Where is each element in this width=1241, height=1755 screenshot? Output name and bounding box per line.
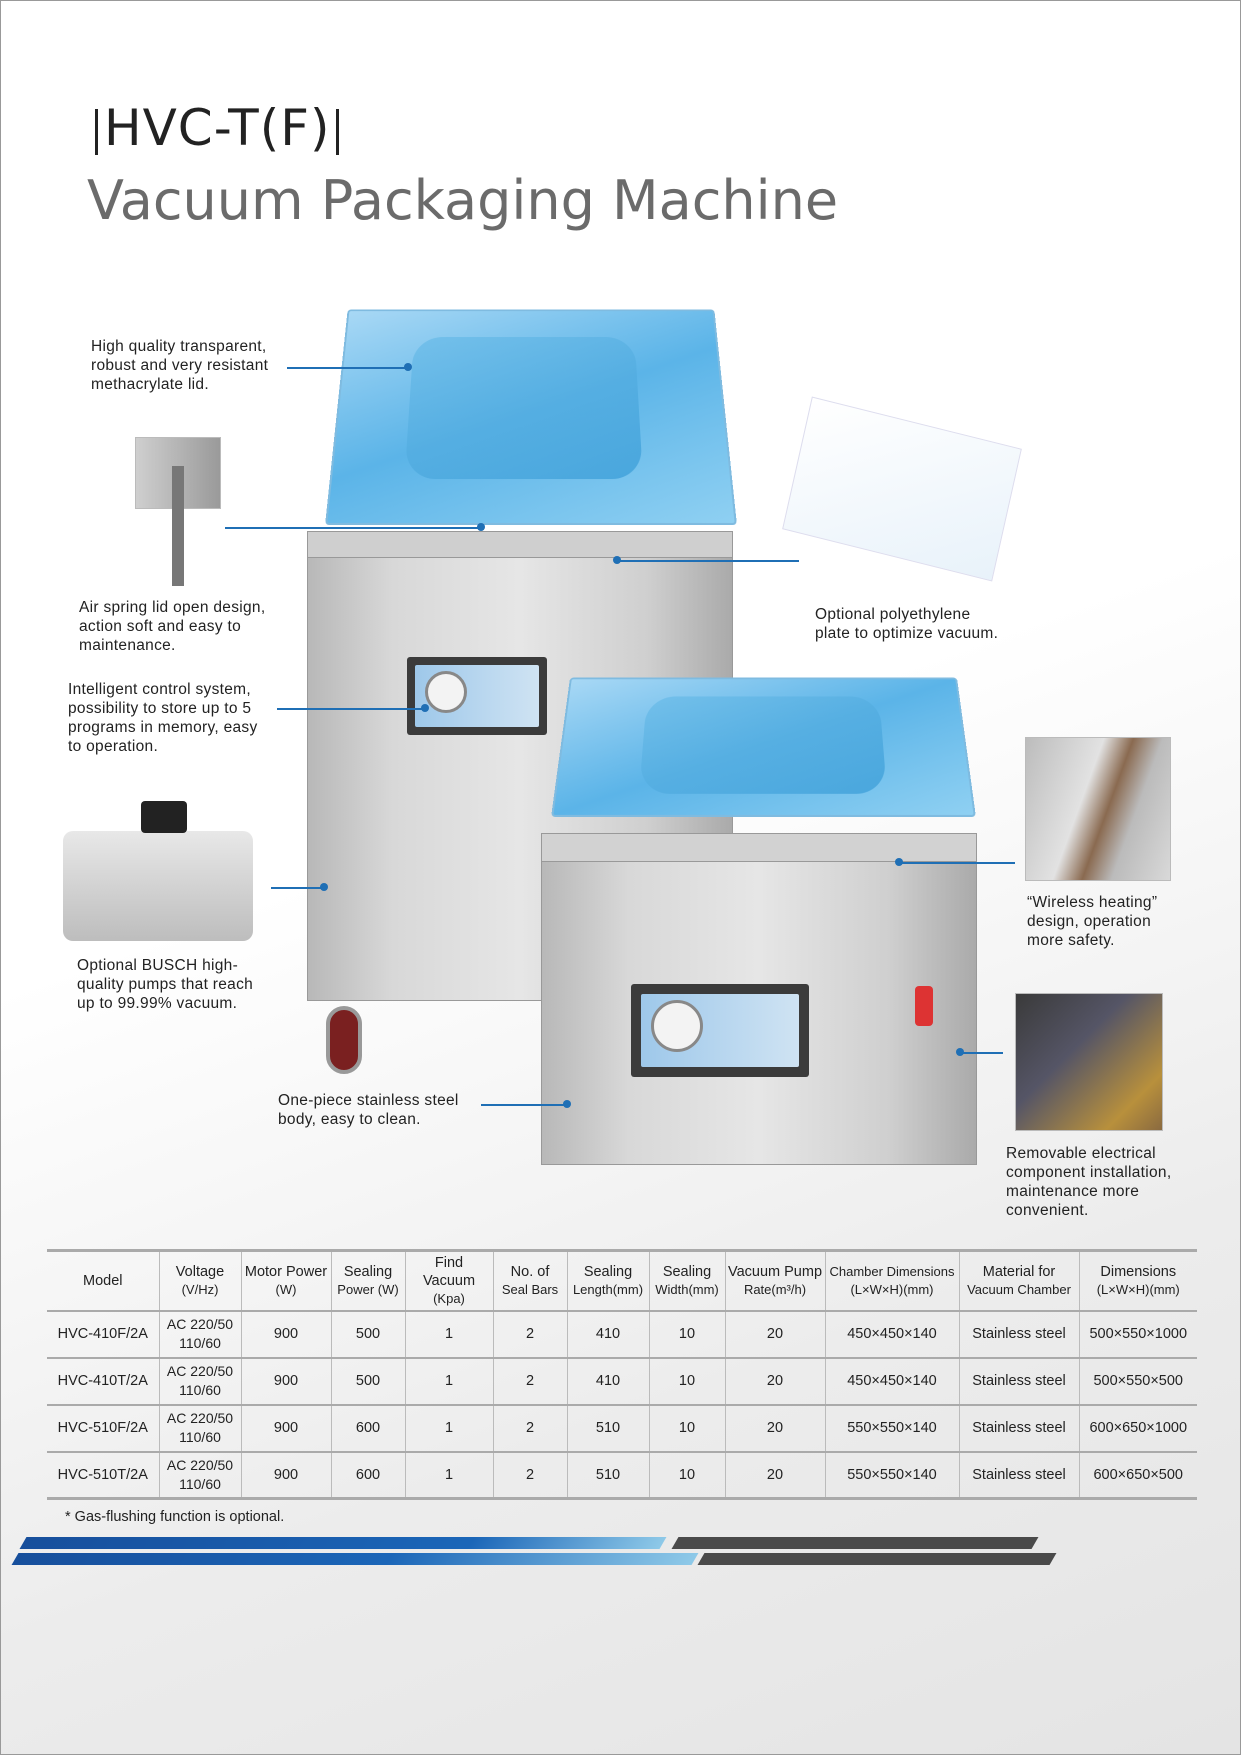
product-title: Vacuum Packaging Machine — [87, 169, 839, 232]
cell-dimensions: 600×650×500 — [1079, 1452, 1197, 1499]
vacuum-gauge — [425, 671, 467, 713]
leader-line-plate — [615, 560, 799, 562]
column-header — [725, 1251, 825, 1311]
column-header — [405, 1251, 493, 1311]
cell-sealing-power: 600 — [331, 1452, 405, 1499]
cell-pump-rate: 20 — [725, 1452, 825, 1499]
cell-sealing-power: 600 — [331, 1405, 405, 1452]
cell-motor-power: 900 — [241, 1405, 331, 1452]
callout-line: maintenance. — [79, 637, 176, 654]
footnote: * Gas-flushing function is optional. — [65, 1509, 285, 1525]
header-line2: Length(mm) — [572, 1281, 644, 1297]
cell-vacuum: 1 — [405, 1358, 493, 1405]
column-header — [493, 1251, 567, 1311]
cell-model: HVC-510T/2A — [57, 1466, 148, 1483]
polyethylene-plate-image — [767, 399, 1037, 579]
callout-line: One-piece stainless steel — [278, 1092, 459, 1109]
table-header-row — [47, 1251, 1197, 1311]
caster-wheel — [326, 1006, 362, 1074]
decorative-stripe-gray-bottom — [698, 1553, 1057, 1565]
voltage-line2: 110/60 — [179, 1335, 221, 1351]
column-header — [649, 1251, 725, 1311]
emergency-stop-button — [915, 986, 933, 1026]
cell-sealing-power: 500 — [331, 1311, 405, 1358]
cell-model: HVC-410F/2A — [57, 1326, 148, 1342]
callout-line: body, easy to clean. — [278, 1111, 421, 1128]
lid-window — [639, 696, 887, 793]
leader-dot-control — [421, 704, 429, 712]
table-row — [47, 1452, 1197, 1499]
callout-line: to operation. — [68, 738, 159, 755]
header-line1: Model — [83, 1272, 123, 1289]
header-line1: Sealing — [583, 1263, 633, 1280]
pump-terminal-box — [141, 801, 187, 833]
title-bar-right — [336, 109, 339, 155]
leader-dot-electrical — [956, 1048, 964, 1056]
cell-voltage — [159, 1452, 241, 1499]
callout-wireless-heating — [1027, 893, 1157, 950]
leader-dot-body — [563, 1100, 571, 1108]
callout-line: “Wireless heating” — [1027, 894, 1158, 911]
callout-pump — [77, 956, 253, 1013]
cell-seal-bars: 2 — [493, 1311, 567, 1358]
cell-dimensions: 500×550×500 — [1079, 1358, 1197, 1405]
leader-line-pump — [271, 887, 323, 889]
leader-line-wireless — [899, 862, 1015, 864]
header-line1: Voltage — [175, 1263, 225, 1280]
column-header — [825, 1251, 959, 1311]
callout-line: possibility to store up to 5 — [68, 700, 252, 717]
cell-material: Stainless steel — [959, 1311, 1079, 1358]
lid-window — [405, 337, 643, 479]
model-title — [89, 99, 345, 157]
busch-pump-image — [63, 801, 263, 949]
leader-line-control — [277, 708, 423, 710]
header-line2: (L×W×H)(mm) — [1096, 1281, 1180, 1297]
wireless-heating-thumbnail — [1025, 737, 1171, 881]
cell-voltage — [159, 1405, 241, 1452]
callout-line: Removable electrical — [1006, 1145, 1156, 1162]
header-line1: Motor Power — [244, 1263, 328, 1280]
header-line1: Sealing — [343, 1263, 393, 1280]
cell-sealing-width: 10 — [649, 1452, 725, 1499]
vacuum-gauge — [651, 1000, 703, 1052]
header-line1: Sealing — [662, 1263, 712, 1280]
header-line1: Chamber Dimensions — [829, 1263, 955, 1279]
floor-machine-chamber-rim — [307, 531, 733, 559]
cell-vacuum: 1 — [405, 1452, 493, 1499]
leader-line-electrical — [961, 1052, 1003, 1054]
title-bar-left — [95, 109, 98, 155]
callout-line: convenient. — [1006, 1202, 1089, 1219]
callout-control-system — [68, 680, 258, 756]
decorative-stripe-blue-bottom — [12, 1553, 699, 1565]
air-spring-thumbnail — [135, 437, 221, 509]
header-line1: Dimensions — [1100, 1263, 1177, 1280]
callout-line: quality pumps that reach — [77, 976, 254, 993]
pump-housing — [63, 831, 253, 941]
cell-sealing-width: 10 — [649, 1311, 725, 1358]
air-spring-rod — [172, 466, 184, 586]
table-row — [47, 1311, 1197, 1358]
cell-sealing-width: 10 — [649, 1405, 725, 1452]
header-line1: Find Vacuum — [422, 1254, 476, 1289]
callout-line: methacrylate lid. — [91, 376, 209, 393]
cell-vacuum: 1 — [405, 1311, 493, 1358]
callout-electrical — [1006, 1144, 1171, 1220]
voltage-line2: 110/60 — [179, 1475, 221, 1492]
floor-machine-lid — [325, 309, 737, 525]
header-line2: Power (W) — [337, 1281, 399, 1297]
callout-line: design, operation — [1027, 913, 1152, 930]
leader-dot-wireless — [895, 858, 903, 866]
leader-dot-air-spring — [477, 523, 485, 531]
leader-line-body — [481, 1104, 565, 1106]
cell-seal-bars: 2 — [493, 1452, 567, 1499]
callout-line: programs in memory, easy — [68, 719, 258, 736]
cell-chamber-dimensions: 550×550×140 — [825, 1452, 959, 1499]
callout-line: action soft and easy to — [79, 618, 241, 635]
header-line2: Vacuum Chamber — [967, 1281, 1071, 1297]
cell-sealing-length: 410 — [567, 1358, 649, 1405]
plate-shape — [782, 397, 1022, 582]
cell-motor-power: 900 — [241, 1311, 331, 1358]
column-header — [331, 1251, 405, 1311]
header-line1: Vacuum Pump — [727, 1263, 823, 1280]
callout-line: up to 99.99% vacuum. — [77, 995, 238, 1012]
cell-model: HVC-510F/2A — [57, 1420, 148, 1436]
column-header — [959, 1251, 1079, 1311]
header-line2: (Kpa) — [433, 1290, 465, 1306]
cell-material: Stainless steel — [959, 1358, 1079, 1405]
cell-sealing-width: 10 — [649, 1358, 725, 1405]
cell-voltage — [159, 1358, 241, 1405]
electrical-component-thumbnail — [1015, 993, 1163, 1131]
cell-motor-power: 900 — [241, 1452, 331, 1499]
cell-seal-bars: 2 — [493, 1405, 567, 1452]
voltage-line2: 110/60 — [179, 1429, 221, 1445]
callout-line: Air spring lid open design, — [79, 599, 266, 616]
cell-pump-rate: 20 — [725, 1311, 825, 1358]
cell-sealing-power: 500 — [331, 1358, 405, 1405]
decorative-stripe-gray-top — [672, 1537, 1039, 1549]
callout-line: maintenance more — [1006, 1183, 1140, 1200]
callout-plate — [815, 605, 998, 643]
tabletop-machine-lid — [551, 678, 976, 817]
callout-line: Optional polyethylene — [815, 606, 971, 623]
cell-voltage — [159, 1311, 241, 1358]
header-line2: (L×W×H)(mm) — [850, 1281, 934, 1297]
leader-line-lid — [287, 367, 407, 369]
floor-machine-control-panel — [407, 657, 547, 735]
column-header — [567, 1251, 649, 1311]
voltage-line1: AC 220/50 — [166, 1363, 234, 1379]
column-header — [47, 1251, 159, 1311]
callout-line: robust and very resistant — [91, 357, 269, 374]
spec-table — [47, 1249, 1197, 1500]
cell-sealing-length: 510 — [567, 1405, 649, 1452]
callout-line: plate to optimize vacuum. — [815, 625, 999, 642]
header-line2: (W) — [275, 1281, 297, 1297]
callout-line: Optional BUSCH high- — [77, 957, 239, 974]
cell-sealing-length: 410 — [567, 1311, 649, 1358]
callout-line: more safety. — [1027, 932, 1115, 949]
cell-vacuum: 1 — [405, 1405, 493, 1452]
column-header — [1079, 1251, 1197, 1311]
column-header — [241, 1251, 331, 1311]
cell-material: Stainless steel — [959, 1452, 1079, 1499]
tabletop-machine-chamber-rim — [541, 833, 977, 863]
header-line2: Width(mm) — [655, 1281, 719, 1297]
header-line2: Rate(m³/h) — [743, 1281, 807, 1297]
model-name: HVC-T(F) — [104, 99, 331, 157]
callout-body — [278, 1091, 459, 1129]
leader-dot-pump — [320, 883, 328, 891]
decorative-stripe-blue-top — [20, 1537, 667, 1549]
cell-pump-rate: 20 — [725, 1358, 825, 1405]
cell-sealing-length: 510 — [567, 1452, 649, 1499]
cell-chamber-dimensions: 550×550×140 — [825, 1405, 959, 1452]
callout-air-spring — [79, 598, 265, 655]
cell-seal-bars: 2 — [493, 1358, 567, 1405]
leader-line-air-spring — [225, 527, 481, 529]
cell-material: Stainless steel — [959, 1405, 1079, 1452]
leader-dot-lid — [404, 363, 412, 371]
header-line2: (V/Hz) — [181, 1281, 219, 1297]
callout-line: Intelligent control system, — [68, 681, 251, 698]
header-line2: Seal Bars — [501, 1281, 559, 1297]
tabletop-machine-control-panel — [631, 984, 809, 1077]
header-line1: Material for — [982, 1263, 1056, 1280]
table-row — [47, 1358, 1197, 1405]
voltage-line2: 110/60 — [179, 1382, 221, 1398]
cell-pump-rate: 20 — [725, 1405, 825, 1452]
callout-line: component installation, — [1006, 1164, 1172, 1181]
cell-dimensions: 600×650×1000 — [1079, 1405, 1197, 1452]
callout-lid — [91, 337, 268, 394]
leader-dot-plate — [613, 556, 621, 564]
voltage-line1: AC 220/50 — [166, 1456, 234, 1473]
table-row — [47, 1405, 1197, 1452]
voltage-line1: AC 220/50 — [166, 1316, 234, 1332]
cell-chamber-dimensions: 450×450×140 — [825, 1358, 959, 1405]
voltage-line1: AC 220/50 — [166, 1410, 234, 1426]
cell-motor-power: 900 — [241, 1358, 331, 1405]
cell-dimensions: 500×550×1000 — [1079, 1311, 1197, 1358]
header-line1: No. of — [510, 1263, 550, 1280]
column-header — [159, 1251, 241, 1311]
cell-chamber-dimensions: 450×450×140 — [825, 1311, 959, 1358]
callout-line: High quality transparent, — [91, 338, 267, 355]
cell-model: HVC-410T/2A — [57, 1373, 148, 1389]
